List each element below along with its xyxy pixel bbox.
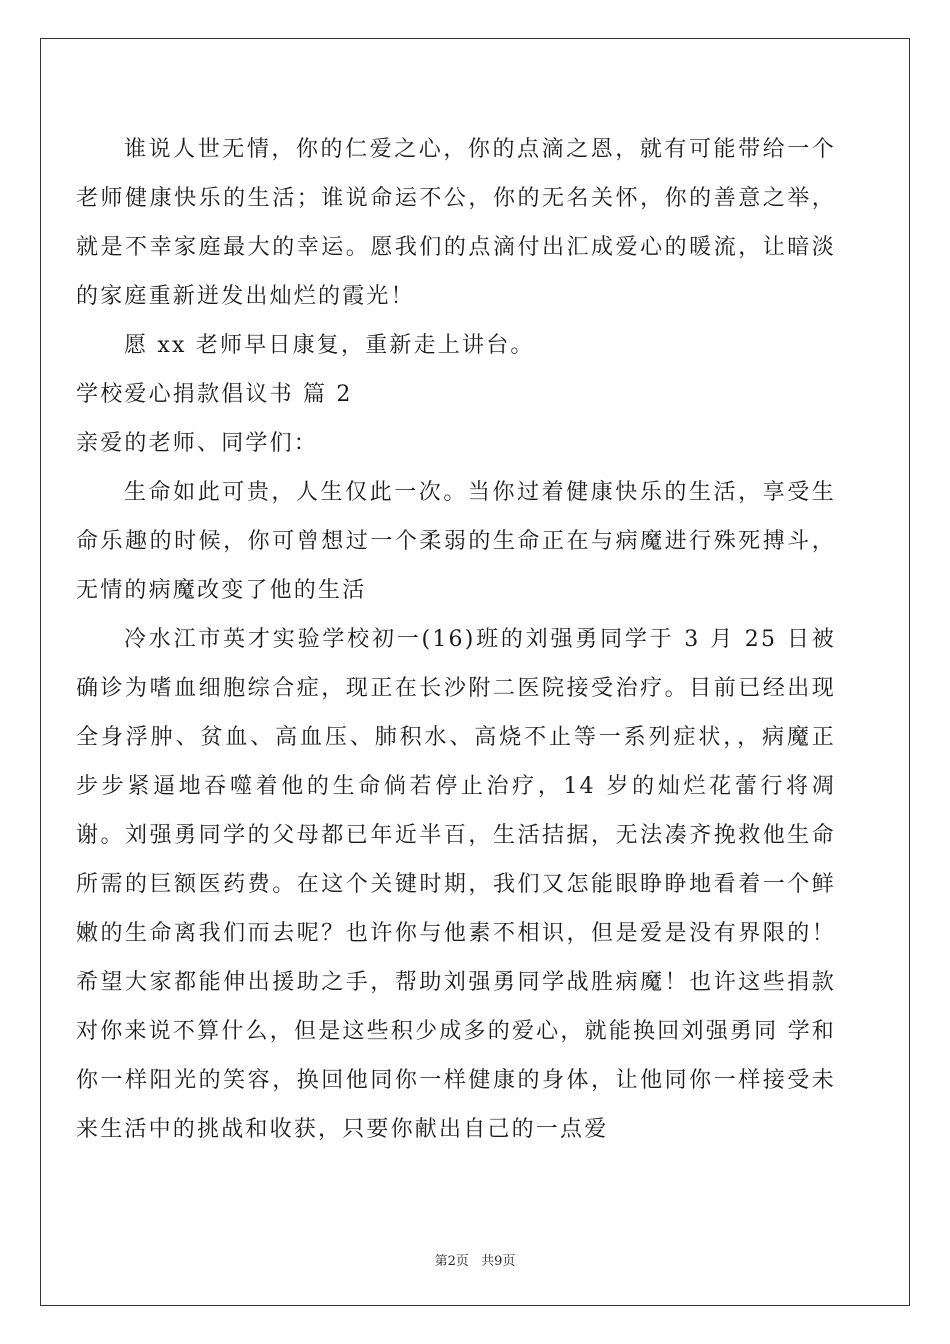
paragraph-intro: 生命如此可贵，人生仅此一次。当你过着健康快乐的生活，享受生命乐趣的时候，你可曾想过一个柔弱的生命正在与病魔进行殊死搏斗，无情的病魔改变了他的生活 (76, 480, 836, 603)
section-heading: 学校爱心捐款倡议书 篇 2 (76, 382, 353, 407)
document-body (76, 125, 836, 1154)
paragraph-closing-appeal: 谁说人世无情，你的仁爱之心，你的点滴之恩，就有可能带给一个老师健康快乐的生活；谁说命运不公，你的无名关怀，你的善意之举，就是不幸家庭最大的幸运。愿我们的点滴付出汇成爱心的暖流，让暗淡的家庭重新迸发出灿烂的霞光！ (76, 137, 836, 309)
page-number: 第2页 (434, 1254, 469, 1269)
paragraph-case-details: 冷水江市英才实验学校初一(16)班的刘强勇同学于 3 月 25 日被确诊为嗜血细胞综合症，现正在长沙附二医院接受治疗。目前已经出现全身浮肿、贫血、高血压、肺积水、高烧不止等一系列症状，，病魔正步步紧逼地吞噬着他的生命倘若停止治疗，14 岁的灿烂花蕾行将凋谢。刘强勇同学的父母都已年近半百，生活拮据，无法凑齐挽救他生命所需的巨额医药费。在这个关键时期，我们又怎能眼睁睁地看着一个鲜嫩的生命离我们而去呢？也许你与他素不相识，但是爱是没有界限的！希望大家都能伸出援助之手，帮助刘强勇同学战胜病魔！也许这些捐款对你来说不算什么，但是这些积少成多的爱心，就能换回刘强勇同 学和你一样阳光的笑容，换回他同你一样健康的身体，让他同你一样接受未来生活中的挑战和收获，只要你献出自己的一点爱 (76, 627, 836, 1142)
page-footer (0, 1250, 950, 1269)
page-total: 共9页 (481, 1254, 516, 1269)
salutation: 亲爱的老师、同学们： (76, 431, 319, 456)
paragraph-wish: 愿 xx 老师早日康复，重新走上讲台。 (124, 333, 535, 358)
